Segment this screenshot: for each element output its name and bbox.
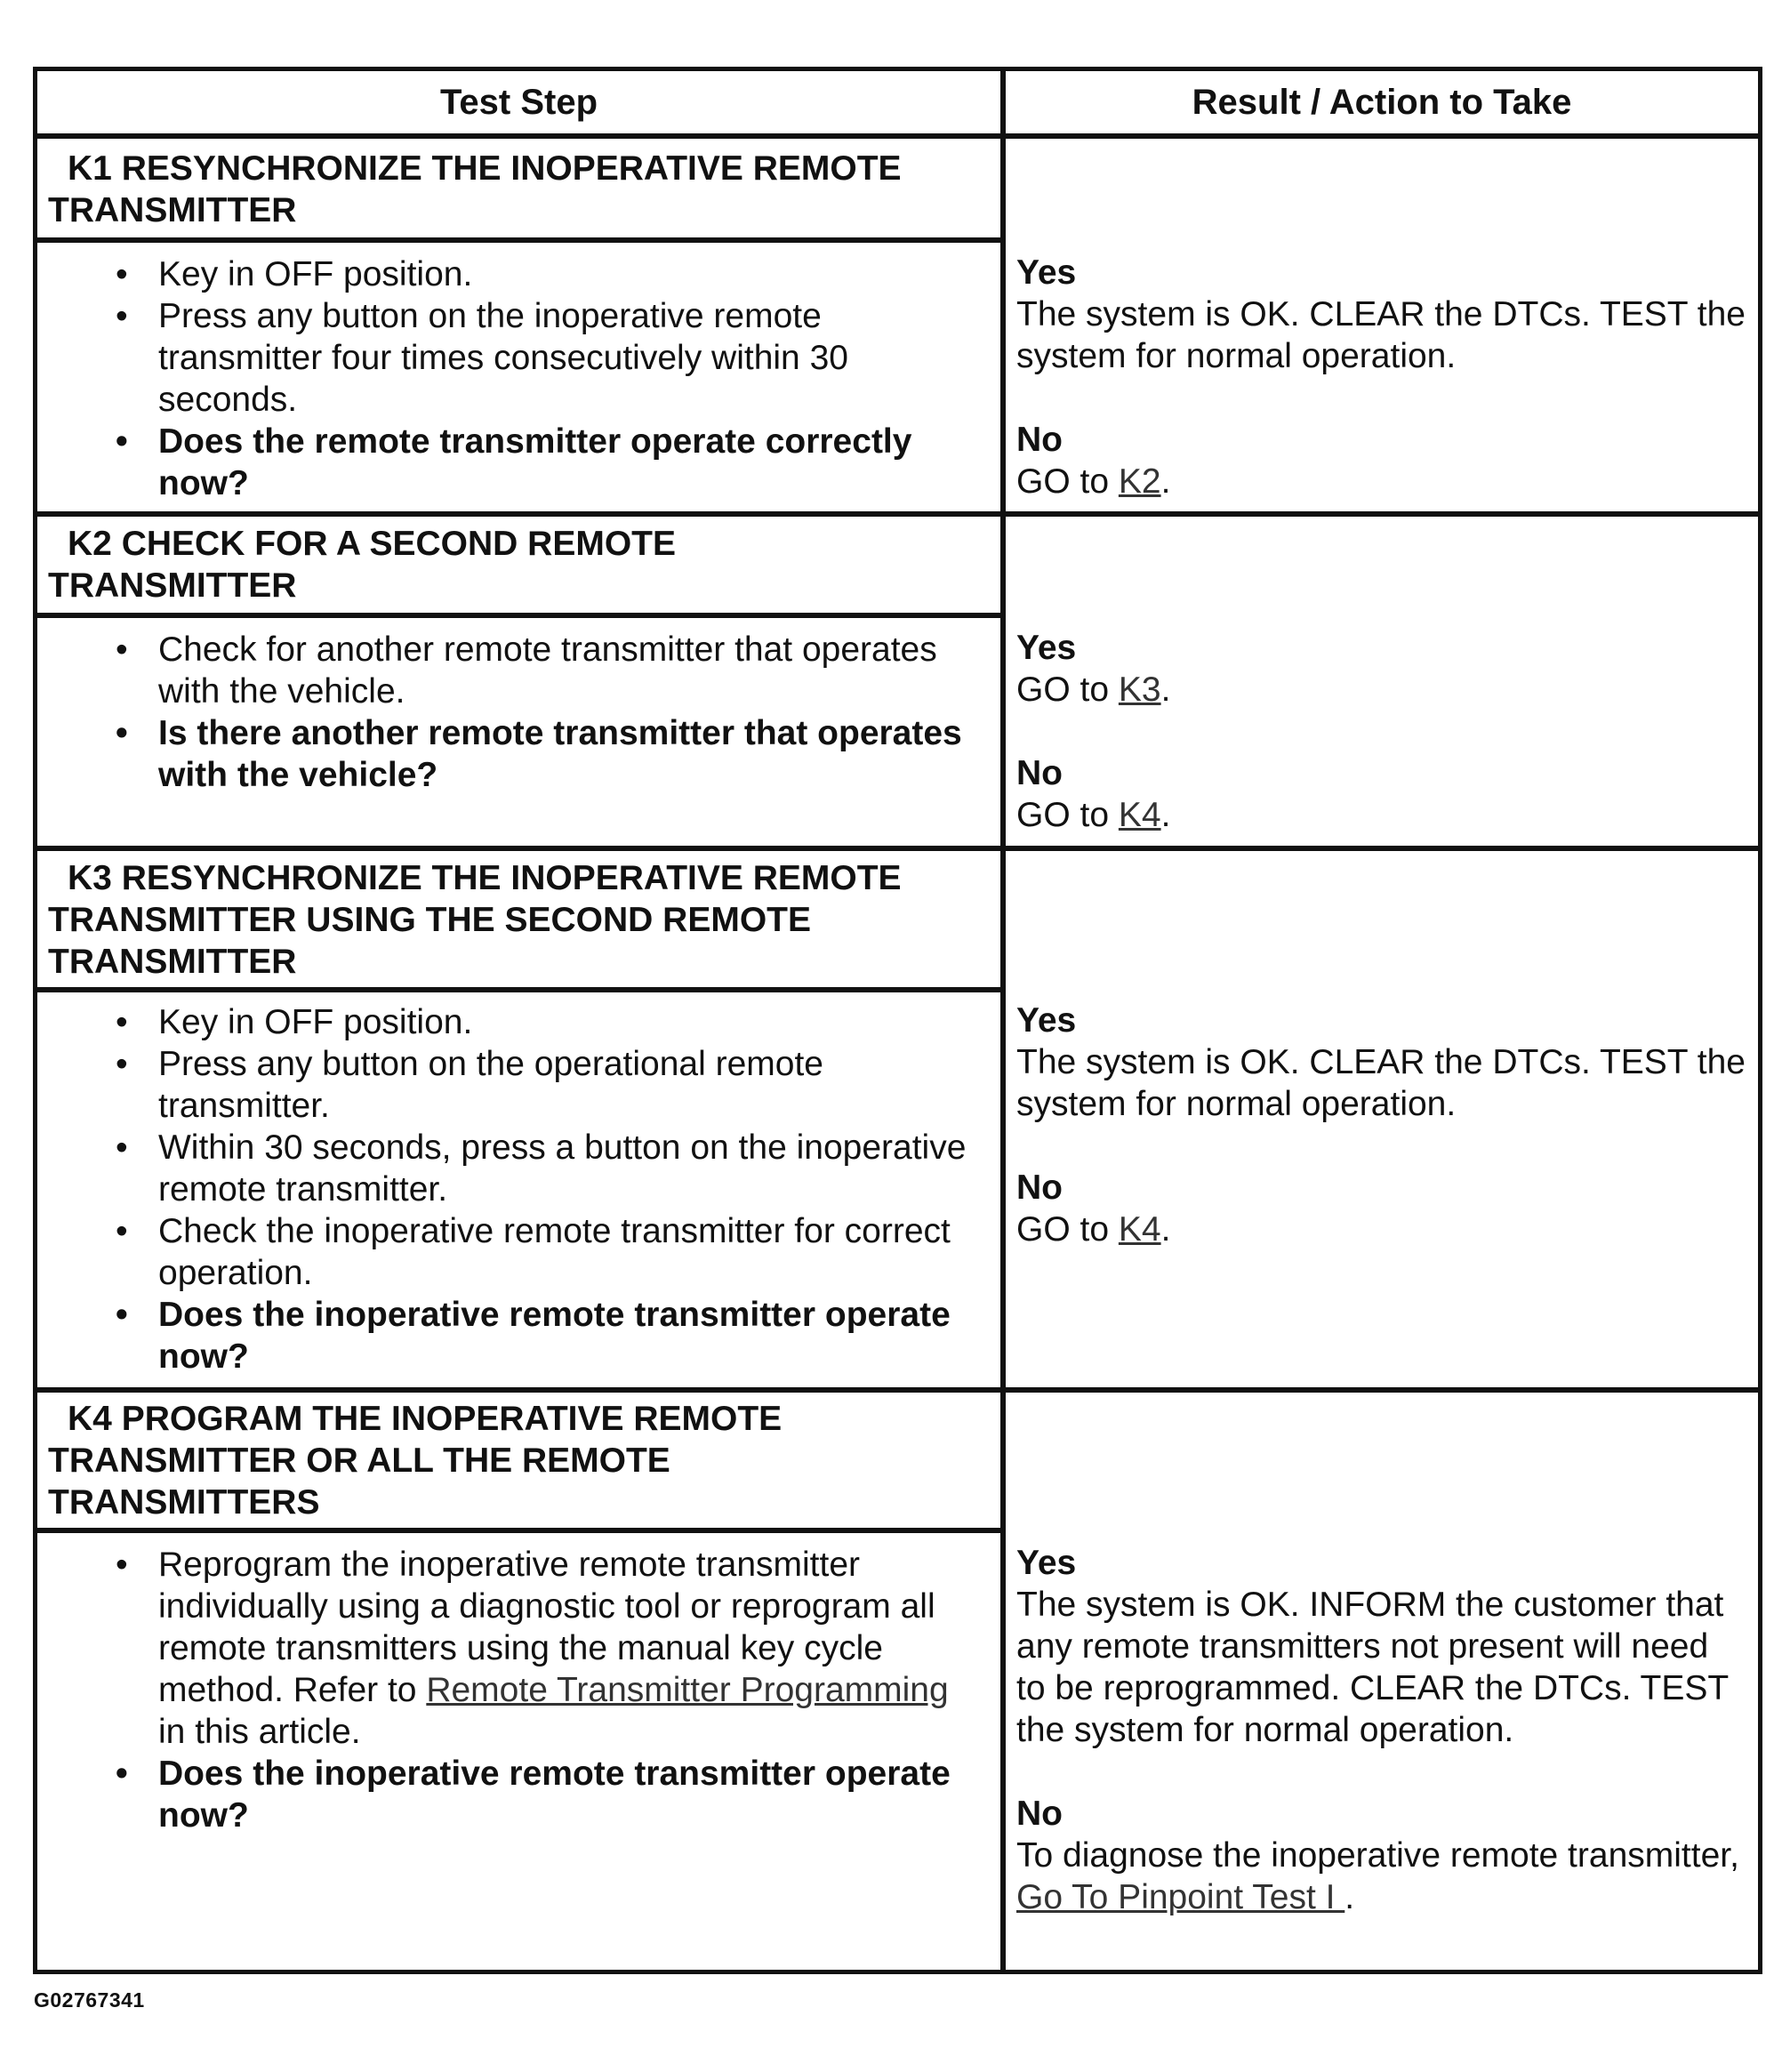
yes-label: Yes	[1016, 1001, 1077, 1040]
no-action-prefix: GO to	[1016, 462, 1119, 501]
yes-action: The system is OK. CLEAR the DTCs. TEST the system for normal operation.	[1016, 295, 1746, 375]
list-item: • Press any button on the operational remote transmitter.	[37, 1043, 1000, 1127]
step-title-line: K1 RESYNCHRONIZE THE INOPERATIVE REMOTE	[68, 149, 902, 188]
step-title-line: TRANSMITTER OR ALL THE REMOTE	[48, 1442, 670, 1480]
step-k1-result	[1006, 252, 1758, 502]
step-k1-instructions	[37, 253, 1000, 504]
row-divider	[37, 613, 1003, 618]
no-label: No	[1016, 754, 1063, 792]
step-k3-title	[37, 857, 1000, 983]
no-action-prefix: To diagnose the inoperative remote transmitter,	[1016, 1836, 1739, 1875]
header-divider	[37, 133, 1758, 139]
step-k2-title	[37, 523, 1000, 606]
step-question: • Does the inoperative remote transmitter operate now?	[37, 1753, 1000, 1836]
yes-action-suffix: .	[1160, 671, 1171, 709]
no-action-suffix: .	[1160, 796, 1171, 834]
list-item: • Check the inoperative remote transmitter for correct operation.	[37, 1210, 1000, 1294]
figure-id: G02767341	[34, 1988, 145, 2012]
step-title-line: K4 PROGRAM THE INOPERATIVE REMOTE	[68, 1400, 783, 1438]
row-divider	[37, 1528, 1003, 1533]
bullet-text: Reprogram the inoperative remote transmitter individually using a diagnostic tool or reprogram all remote transmitters using the manual key cycle method. Refer to	[158, 1546, 935, 1709]
row-divider	[37, 987, 1003, 992]
list-item: • Key in OFF position.	[37, 253, 1000, 295]
link-remote-transmitter-programming[interactable]: Remote Transmitter Programming	[426, 1671, 949, 1709]
link-k4[interactable]: K4	[1118, 1210, 1161, 1249]
step-question: • Is there another remote transmitter that operates with the vehicle?	[37, 712, 1000, 796]
list-item: • Press any button on the inoperative remote transmitter four times consecutively within 30 seconds.	[37, 295, 1000, 421]
row-divider	[37, 511, 1758, 517]
yes-action: The system is OK. INFORM the customer that any remote transmitters not present will need to be reprogrammed. CLEAR the DTCs. TEST the system for normal operation.	[1016, 1586, 1729, 1749]
step-title-line: TRANSMITTER	[48, 191, 297, 229]
step-k4-result	[1006, 1542, 1758, 1918]
no-action-suffix: .	[1160, 462, 1171, 501]
step-k4-title	[37, 1398, 1000, 1523]
yes-label: Yes	[1016, 629, 1077, 667]
no-label: No	[1016, 421, 1063, 459]
row-divider	[37, 237, 1003, 243]
bullet-text-suffix: in this article.	[158, 1713, 361, 1751]
step-question: • Does the remote transmitter operate correctly now?	[37, 421, 1000, 504]
step-k3-instructions	[37, 1001, 1000, 1377]
link-k2[interactable]: K2	[1118, 462, 1161, 501]
header-result-action: Result / Action to Take	[1192, 83, 1572, 122]
list-item: • Within 30 seconds, press a button on the inoperative remote transmitter.	[37, 1127, 1000, 1210]
step-title-line: K2 CHECK FOR A SECOND REMOTE	[68, 525, 676, 563]
step-question: • Does the inoperative remote transmitter operate now?	[37, 1294, 1000, 1377]
step-k2-result	[1006, 627, 1758, 836]
step-k3-result	[1006, 1000, 1758, 1250]
yes-label: Yes	[1016, 1544, 1077, 1582]
step-k4-instructions	[37, 1544, 1000, 1836]
link-k3[interactable]: K3	[1118, 671, 1161, 709]
list-item	[37, 1544, 1000, 1753]
no-label: No	[1016, 1795, 1063, 1833]
no-action-suffix: .	[1345, 1878, 1355, 1916]
link-pinpoint-test-i[interactable]: Go To Pinpoint Test I	[1016, 1878, 1345, 1916]
step-title-line: TRANSMITTERS	[48, 1483, 320, 1522]
list-item: • Check for another remote transmitter that operates with the vehicle.	[37, 629, 1000, 712]
header-test-step: Test Step	[439, 83, 598, 122]
yes-label: Yes	[1016, 253, 1077, 292]
step-k1-title	[37, 148, 1000, 231]
step-title-line: K3 RESYNCHRONIZE THE INOPERATIVE REMOTE	[68, 859, 902, 897]
list-item: • Key in OFF position.	[37, 1001, 1000, 1043]
link-k4[interactable]: K4	[1118, 796, 1161, 834]
no-action-prefix: GO to	[1016, 1210, 1119, 1249]
step-title-line: TRANSMITTER	[48, 943, 297, 981]
row-divider	[37, 1387, 1758, 1393]
yes-action: The system is OK. CLEAR the DTCs. TEST the system for normal operation.	[1016, 1043, 1746, 1123]
no-label: No	[1016, 1169, 1063, 1207]
diagnostic-table	[33, 67, 1762, 1974]
no-action-prefix: GO to	[1016, 796, 1119, 834]
step-k2-instructions	[37, 629, 1000, 796]
row-divider	[37, 846, 1758, 851]
no-action-suffix: .	[1160, 1210, 1171, 1249]
step-title-line: TRANSMITTER	[48, 566, 297, 605]
step-title-line: TRANSMITTER USING THE SECOND REMOTE	[48, 901, 812, 939]
yes-action-prefix: GO to	[1016, 671, 1119, 709]
